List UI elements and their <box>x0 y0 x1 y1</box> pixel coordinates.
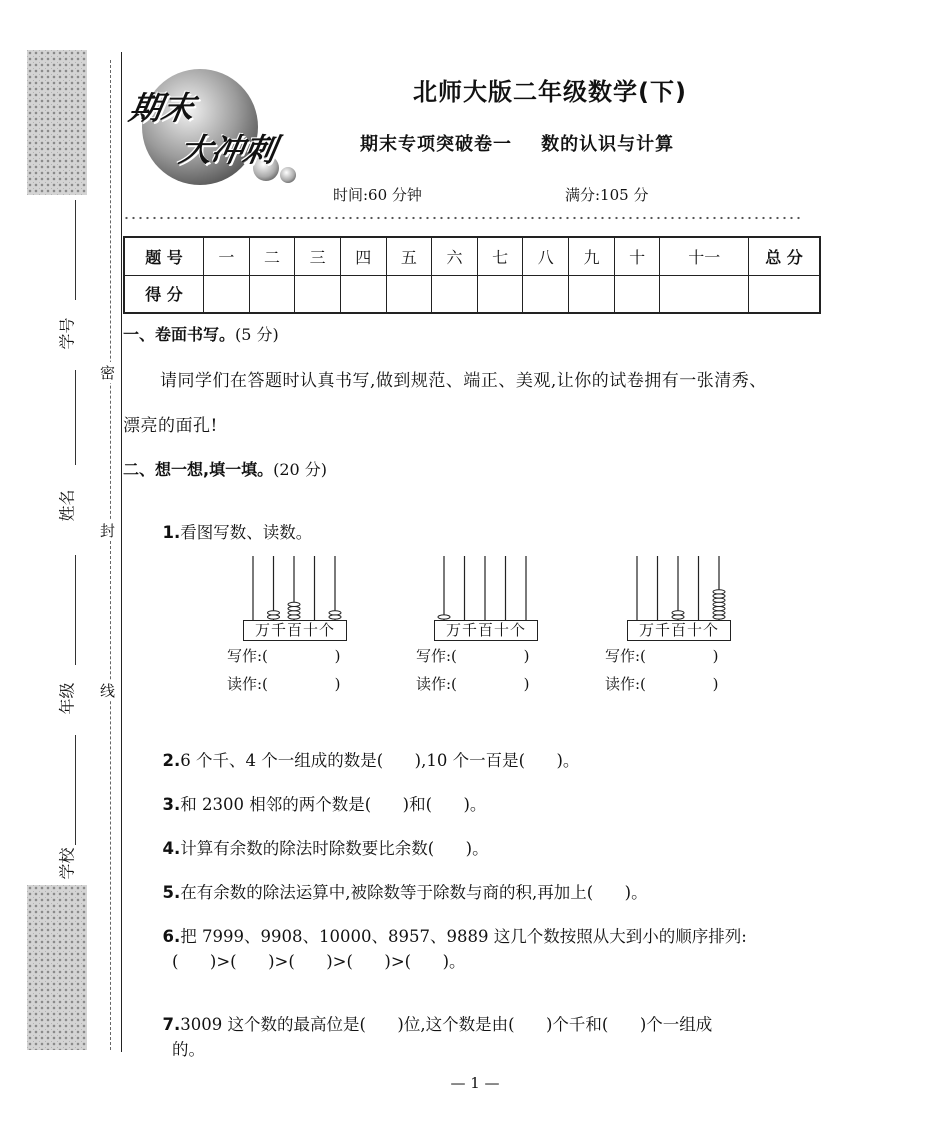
abacus-place-labels: 万千百十个 <box>243 620 347 641</box>
page-subtitle: 期末专项突破卷一 数的认识与计算 <box>360 134 675 155</box>
score-cell[interactable] <box>249 275 295 313</box>
seal-char-xian: 线 <box>100 682 116 700</box>
side-pattern-bottom <box>27 885 87 1050</box>
abacus-bead <box>672 611 684 615</box>
question-number: 4. <box>162 839 181 858</box>
score-cell[interactable] <box>477 275 523 313</box>
write-answer-3[interactable]: 写作:( ) <box>605 647 719 665</box>
score-cell[interactable] <box>614 275 660 313</box>
question-6 <box>152 904 747 947</box>
abacus-bead <box>288 611 300 615</box>
side-line-2 <box>75 370 76 465</box>
name-label: 姓名 <box>57 489 77 522</box>
score-header-cell: 三 <box>295 237 341 275</box>
side-pattern-top <box>27 50 87 195</box>
score-table-score-row <box>124 275 820 313</box>
full-score-info: 满分:105 分 <box>565 186 649 204</box>
question-6-line2: ( )>( )>( )>( )>( )。 <box>172 952 466 971</box>
question-number: 2. <box>162 751 181 770</box>
abacus-bead <box>713 598 725 602</box>
student-number-label: 学号 <box>57 317 77 350</box>
abacus-bead <box>713 590 725 594</box>
page-title: 北师大版二年级数学(下) <box>413 78 687 106</box>
abacus-bead <box>329 611 341 615</box>
score-header-cell: 总 分 <box>749 237 821 275</box>
question-text: 6 个千、4 个一组成的数是( ),10 个一百是( )。 <box>180 751 580 770</box>
question-5 <box>152 860 648 903</box>
section-2-heading <box>123 457 327 480</box>
abacus-bead <box>288 602 300 606</box>
abacus-group-3 <box>603 540 803 705</box>
side-line-3 <box>75 555 76 665</box>
dotted-divider <box>123 215 803 221</box>
score-header-cell: 四 <box>340 237 386 275</box>
logo <box>126 65 305 195</box>
section-1-points: (5 分) <box>235 325 279 344</box>
score-cell[interactable] <box>523 275 569 313</box>
score-header-cell: 九 <box>569 237 615 275</box>
score-cell[interactable] <box>295 275 341 313</box>
score-cell[interactable] <box>660 275 749 313</box>
abacus-bead <box>329 615 341 619</box>
abacus-bead <box>713 611 725 615</box>
score-header-cell: 五 <box>386 237 432 275</box>
score-header-cell: 十一 <box>660 237 749 275</box>
score-cell[interactable] <box>204 275 250 313</box>
question-number: 6. <box>162 927 181 946</box>
score-header-cell: 二 <box>249 237 295 275</box>
seal-char-feng: 封 <box>100 522 116 540</box>
logo-text-1: 期末 <box>126 89 198 127</box>
question-7 <box>152 992 712 1035</box>
question-number: 5. <box>162 883 181 902</box>
abacus-place-labels: 万千百十个 <box>627 620 731 641</box>
question-text: 把 7999、9908、10000、8957、9889 这几个数按照从大到小的顺序排列: <box>180 927 747 946</box>
main-margin-line <box>121 52 122 1052</box>
score-header-cell: 一 <box>204 237 250 275</box>
side-line-1 <box>75 200 76 300</box>
abacus-group-1 <box>225 540 425 705</box>
question-4 <box>152 816 489 859</box>
abacus-bead <box>672 615 684 619</box>
question-7-line2: 的。 <box>172 1040 205 1059</box>
section-1-title: 一、卷面书写。 <box>123 325 236 344</box>
section-2-title: 二、想一想,填一填。 <box>123 460 274 479</box>
abacus-bead <box>713 594 725 598</box>
section-2-points: (20 分) <box>273 460 328 479</box>
read-answer-2[interactable]: 读作:( ) <box>416 675 530 693</box>
time-info: 时间:60 分钟 <box>333 186 422 204</box>
score-cell[interactable] <box>569 275 615 313</box>
score-table <box>123 236 821 314</box>
write-answer-2[interactable]: 写作:( ) <box>416 647 530 665</box>
question-text: 和 2300 相邻的两个数是( )和( )。 <box>180 795 487 814</box>
question-3 <box>152 772 486 815</box>
section-1-heading <box>123 322 279 345</box>
abacus-bead <box>713 607 725 611</box>
score-cell[interactable] <box>386 275 432 313</box>
score-row-label: 得 分 <box>124 275 204 313</box>
abacus-place-labels: 万千百十个 <box>434 620 538 641</box>
read-answer-1[interactable]: 读作:( ) <box>227 675 341 693</box>
abacus-bead <box>713 602 725 606</box>
abacus-group-2 <box>414 540 614 705</box>
score-header-cell: 题 号 <box>124 237 204 275</box>
abacus-bead <box>288 607 300 611</box>
score-cell[interactable] <box>340 275 386 313</box>
score-header-cell: 十 <box>614 237 660 275</box>
abacus-bead <box>268 615 280 619</box>
section-1-text-line1: 请同学们在答题时认真书写,做到规范、端正、美观,让你的试卷拥有一张清秀、 <box>160 371 767 391</box>
score-header-cell: 七 <box>477 237 523 275</box>
abacus-bead <box>288 615 300 619</box>
score-header-cell: 六 <box>432 237 478 275</box>
score-table-header-row <box>124 237 820 275</box>
question-number: 7. <box>162 1015 181 1034</box>
question-number: 1. <box>162 523 181 542</box>
page-number: — 1 — <box>450 1074 500 1092</box>
score-cell[interactable] <box>432 275 478 313</box>
question-text: 在有余数的除法运算中,被除数等于除数与商的积,再加上( )。 <box>180 883 648 902</box>
grade-label: 年级 <box>57 682 77 715</box>
write-answer-1[interactable]: 写作:( ) <box>227 647 341 665</box>
abacus-bead <box>713 615 725 619</box>
score-cell-total[interactable] <box>749 275 821 313</box>
read-answer-3[interactable]: 读作:( ) <box>605 675 719 693</box>
question-1 <box>152 500 312 543</box>
question-text: 计算有余数的除法时除数要比余数( )。 <box>180 839 489 858</box>
question-2 <box>152 728 579 771</box>
abacus-bead <box>268 611 280 615</box>
logo-text-2: 大冲刺 <box>176 131 280 169</box>
seal-char-mi: 密 <box>100 364 116 382</box>
section-1-text-line2: 漂亮的面孔! <box>123 416 218 436</box>
question-text: 3009 这个数的最高位是( )位,这个数是由( )个千和( )个一组成 <box>180 1015 713 1034</box>
school-label: 学校 <box>57 847 77 880</box>
seal-dashed-line <box>110 60 111 1050</box>
question-text: 看图写数、读数。 <box>180 523 313 542</box>
question-number: 3. <box>162 795 181 814</box>
score-header-cell: 八 <box>523 237 569 275</box>
abacus-bead <box>438 615 450 619</box>
side-line-4 <box>75 735 76 845</box>
